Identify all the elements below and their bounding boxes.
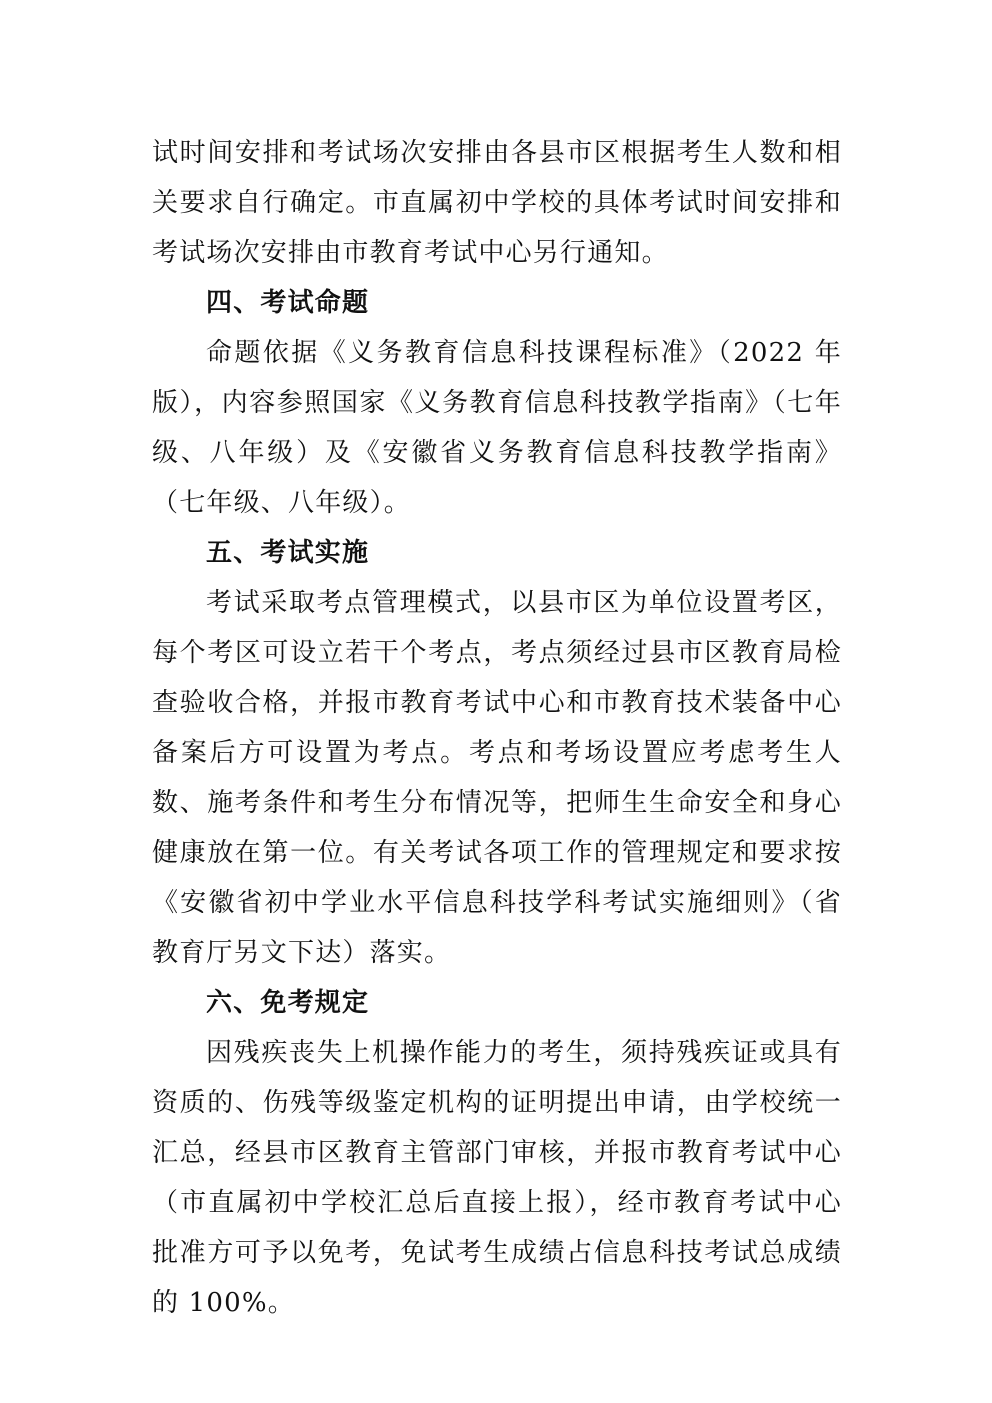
paragraph-exam-questions: 命题依据《义务教育信息科技课程标准》（2022 年版），内容参照国家《义务教育信息科技教学指南》（七年级、八年级）及《安徽省义务教育信息科技教学指南》（七年级、八年级）。 [152, 338, 842, 518]
heading-exam-implementation: 五、考试实施 [206, 538, 370, 568]
document-body [152, 128, 842, 1328]
paragraph-exam-schedule: 试时间安排和考试场次安排由各县市区根据考生人数和相关要求自行确定。市直属初中学校的具体考试时间安排和考试场次安排由市教育考试中心另行通知。 [152, 138, 842, 268]
paragraph-exemption-rules: 因残疾丧失上机操作能力的考生，须持残疾证或具有资质的、伤残等级鉴定机构的证明提出申请，由学校统一汇总，经县市区教育主管部门审核，并报市教育考试中心（市直属初中学校汇总后直接上报），经市教育考试中心批准方可予以免考，免试考生成绩占信息科技考试总成绩的 100%。 [152, 1038, 842, 1318]
heading-exam-questions: 四、考试命题 [206, 288, 370, 318]
paragraph-exam-implementation: 考试采取考点管理模式，以县市区为单位设置考区，每个考区可设立若干个考点，考点须经过县市区教育局检查验收合格，并报市教育考试中心和市教育技术装备中心备案后方可设置为考点。考点和考场设置应考虑考生人数、施考条件和考生分布情况等，把师生生命安全和身心健康放在第一位。有关考试各项工作的管理规定和要求按《安徽省初中学业水平信息科技学科考试实施细则》（省教育厅另文下达）落实。 [152, 588, 842, 968]
heading-exemption-rules: 六、免考规定 [206, 988, 370, 1018]
